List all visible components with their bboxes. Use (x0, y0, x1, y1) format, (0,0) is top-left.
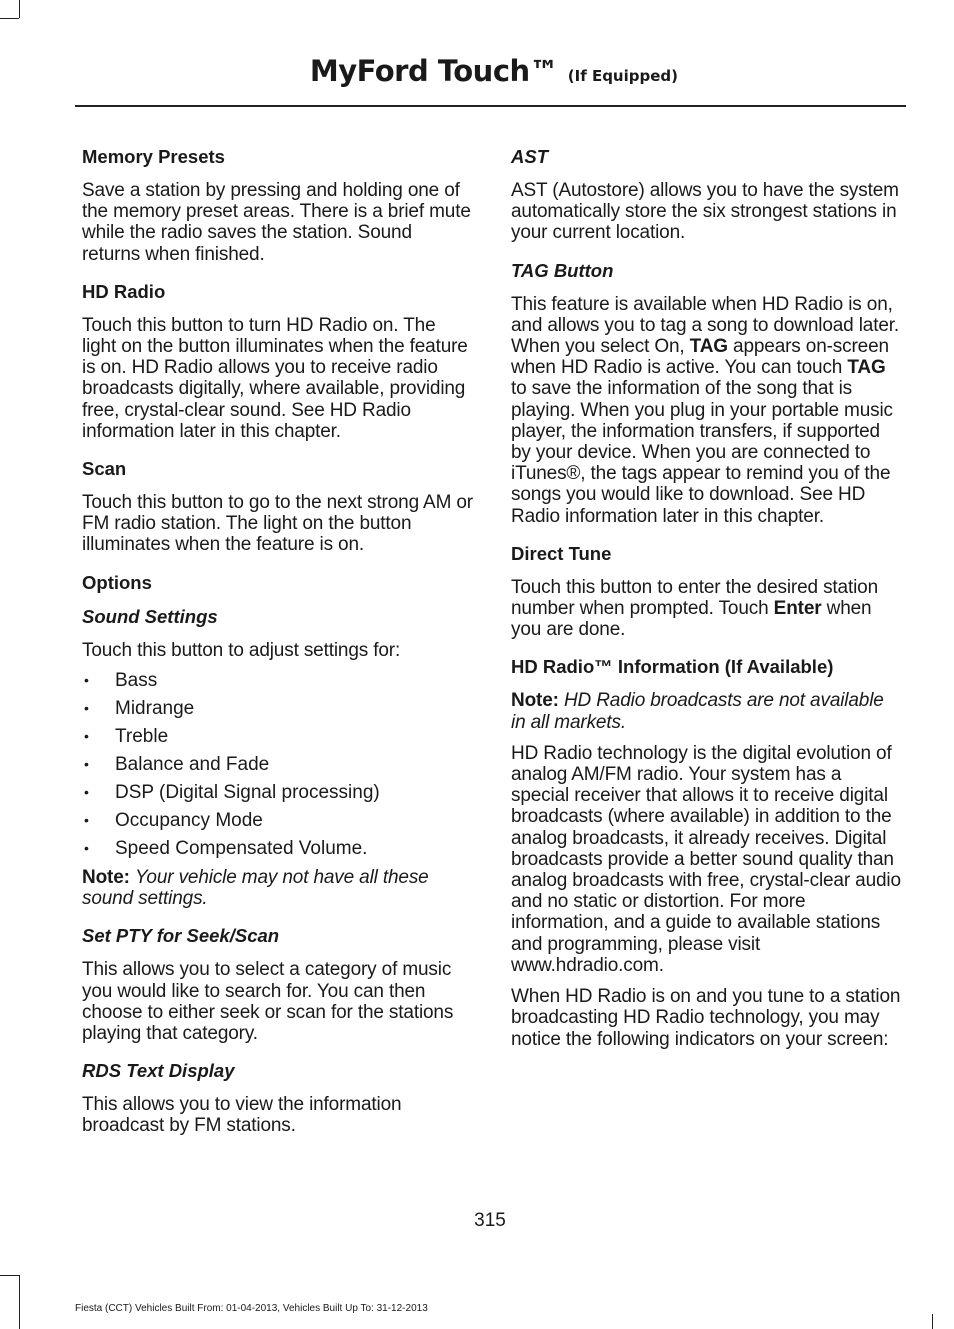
list-item: • DSP (Digital Signal processing) (82, 782, 474, 803)
heading-rds-text: RDS Text Display (82, 1060, 235, 1082)
section-scan (82, 458, 474, 556)
paragraph-set-pty: This allows you to select a category of music you would like to search for. You can then choose to either seek or scan for the stations playing that category. (82, 959, 454, 1045)
section-ast (511, 146, 903, 244)
list-item: • Midrange (82, 698, 474, 719)
heading-tag-button: TAG Button (511, 259, 614, 281)
paragraph-hd-indicators: When HD Radio is on and you tune to a station broadcasting HD Radio technology, you may notice the following indicators on your screen: (511, 986, 901, 1050)
heading-ast: AST (511, 146, 548, 167)
section-set-pty (82, 925, 474, 1044)
list-item: • Treble (82, 726, 474, 747)
note-sound-settings (82, 867, 474, 909)
header-divider (75, 105, 906, 107)
heading-direct-tune: Direct Tune (511, 542, 612, 564)
note-hd-radio (511, 690, 903, 732)
list-item: • Occupancy Mode (82, 810, 474, 831)
footer-vehicle-info: Fiesta (CCT) Vehicles Built From: 01-04-2013, Vehicles Built Up To: 31-12-2013 (75, 1303, 428, 1314)
heading-sound-settings: Sound Settings (82, 605, 218, 627)
paragraph-tag-button (511, 294, 903, 527)
text-run: This feature is available when HD Radio is on, and allows you to tag a song to download later. When you select On, (511, 293, 899, 358)
crop-mark-top-left-horizontal (0, 18, 19, 19)
list-item: • Speed Compensated Volume. (82, 838, 474, 859)
section-sound-settings (82, 606, 474, 910)
paragraph-hd-radio: Touch this button to turn HD Radio on. The light on the button illuminates when the feature is on. HD Radio allows you to receive radio broadcasts digitally, where available, providing free, crystal-clear sound. See HD Radio information later in this chapter. (82, 314, 468, 442)
paragraph-scan: Touch this button to go to the next strong AM or FM radio station. The light on the button illuminates when the feature is on. (82, 492, 473, 556)
crop-mark-bottom-right-vertical (932, 1314, 933, 1329)
section-memory-presets (82, 146, 474, 265)
section-options (82, 572, 474, 594)
note-text: Your vehicle may not have all these sound settings. (82, 867, 429, 910)
note-text: HD Radio broadcasts are not available in all markets. (511, 690, 884, 733)
section-direct-tune (511, 543, 903, 641)
text-run: appears on-screen when HD Radio is active. You can touch (511, 336, 889, 379)
heading-set-pty: Set PTY for Seek/Scan (82, 925, 280, 947)
heading-memory-presets: Memory Presets (82, 146, 225, 167)
text-run: Touch this button to enter the desired station number when prompted. Touch (511, 576, 879, 620)
heading-hd-radio: HD Radio (82, 280, 166, 302)
heading-scan: Scan (82, 458, 127, 480)
crop-mark-bottom-left-vertical (19, 1275, 20, 1329)
crop-mark-top-left-vertical (19, 0, 20, 18)
section-tag-button (511, 260, 903, 527)
page-title-main: MyFord Touch™ (309, 54, 559, 88)
paragraph-rds-text: This allows you to view the information broadcast by FM stations. (82, 1094, 402, 1137)
section-hd-radio (82, 281, 474, 442)
section-hd-radio-information (511, 656, 903, 1049)
text-run: to save the information of the song that is playing. When you plug in your portable music player, the information transfers, if supported by your device. When you are connected to iTunes®, the tags appear to remind you of the songs you would like to download. See HD Radio information later in this chapter. (511, 378, 893, 527)
paragraph-memory-presets: Save a station by pressing and holding one of the memory preset areas. There is a brief mute while the radio saves the station. Sound returns when finished. (82, 180, 471, 265)
keyword-enter: Enter (773, 598, 822, 620)
page-title (310, 54, 678, 88)
left-column (82, 146, 474, 1153)
keyword-tag: TAG (847, 357, 886, 379)
paragraph-direct-tune (511, 577, 903, 641)
note-label: Note: (511, 690, 559, 712)
note-label: Note: (82, 867, 130, 889)
right-column (511, 146, 903, 1066)
heading-options: Options (82, 571, 152, 593)
section-rds-text (82, 1060, 474, 1136)
paragraph-hd-technology: HD Radio technology is the digital evolution of analog AM/FM radio. Your system has a special receiver that allows it to receive digital broadcasts (where available) in addition to the analog broadcasts, it already receives. Digital broadcasts provide a better sound quality than analog broadcasts with free, crystal-clear audio and no static or distortion. For more information, and a guide to available stations and programming, please visit www.hdradio.com. (511, 742, 901, 976)
heading-hd-radio-information: HD Radio™ Information (If Available) (511, 656, 834, 678)
sound-settings-list (82, 670, 474, 859)
list-item: • Bass (82, 670, 474, 691)
paragraph-sound-settings-intro: Touch this button to adjust settings for: (82, 639, 401, 661)
paragraph-ast: AST (Autostore) allows you to have the system automatically store the six strongest stations in your current location. (511, 180, 899, 244)
text-run: when you are done. (511, 598, 872, 641)
crop-mark-bottom-left-horizontal (0, 1275, 19, 1276)
list-item: • Balance and Fade (82, 754, 474, 775)
keyword-tag: TAG (689, 336, 728, 358)
page-title-subtitle: (If Equipped) (567, 67, 678, 85)
page-number: 315 (474, 1210, 506, 1231)
